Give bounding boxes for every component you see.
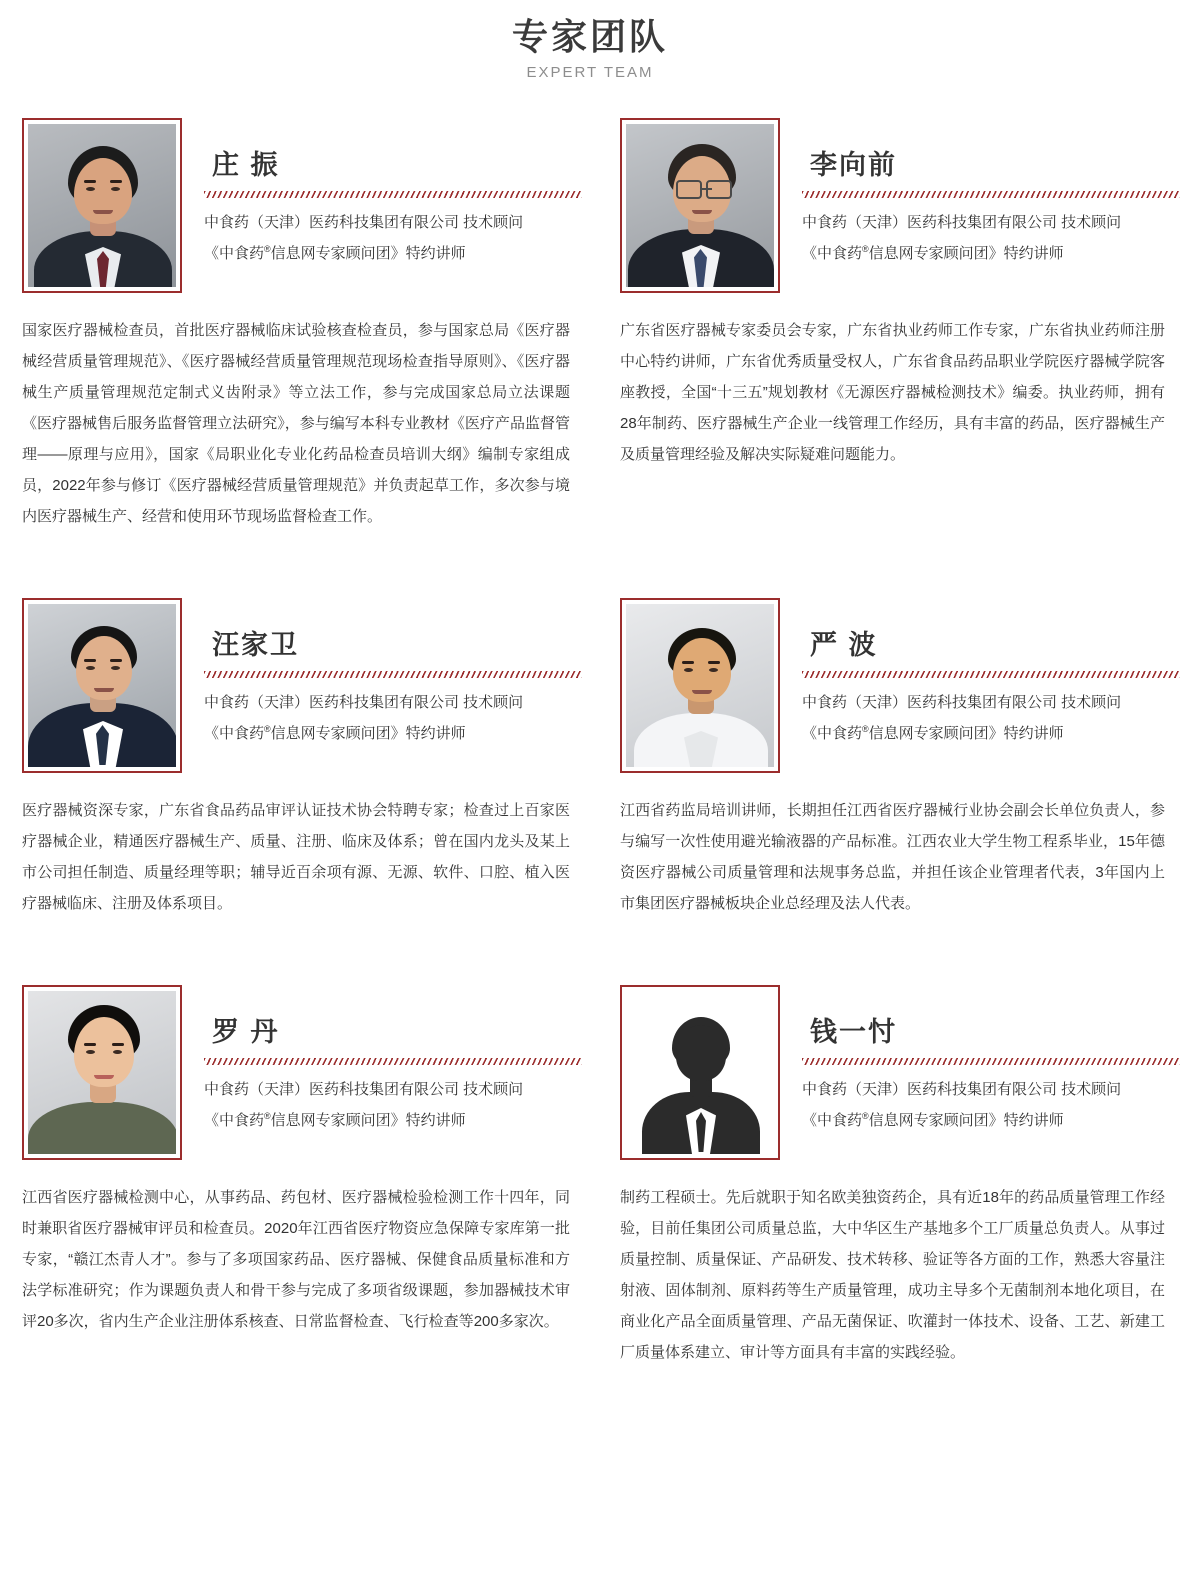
- expert-role-brand-prefix: 《中食药: [802, 725, 863, 742]
- expert-card-header: [22, 985, 582, 1160]
- registered-mark: ®: [862, 724, 869, 734]
- expert-info: [780, 985, 1180, 1134]
- expert-photo: [28, 604, 176, 767]
- expert-role-line-2: [204, 236, 582, 267]
- expert-info: [182, 985, 582, 1134]
- expert-name: 庄 振: [212, 150, 280, 180]
- expert-role-line-1: 中食药（天津）医药科技集团有限公司 技术顾问: [204, 214, 524, 231]
- expert-name: 钱一忖: [810, 1017, 897, 1047]
- expert-divider: [204, 671, 582, 678]
- expert-photo: [28, 991, 176, 1154]
- expert-photo-frame: [22, 118, 182, 293]
- expert-photo: [626, 604, 774, 767]
- expert-card-header: [620, 118, 1180, 293]
- expert-role-brand-prefix: 《中食药: [802, 1112, 863, 1129]
- expert-card: [620, 118, 1180, 532]
- expert-card: [22, 118, 582, 532]
- registered-mark: ®: [862, 244, 869, 254]
- expert-role-brand-suffix: 信息网专家顾问团》特约讲师: [868, 245, 1064, 262]
- expert-photo: [626, 991, 774, 1154]
- expert-role-brand-suffix: 信息网专家顾问团》特约讲师: [868, 725, 1064, 742]
- page-title: 专家团队: [511, 16, 668, 57]
- expert-grid: [0, 118, 1180, 1434]
- expert-photo-frame: [22, 985, 182, 1160]
- expert-info: [182, 598, 582, 747]
- expert-bio: 江西省医疗器械检测中心，从事药品、药包材、医疗器械检验检测工作十四年，同时兼职省医疗器械审评员和检查员。2020年江西省医疗物资应急保障专家库第一批专家，“赣江杰青人才”。参与了多项国家药品、医疗器械、保健食品质量标准和方法学标准研究；作为课题负责人和骨干参与完成了多项省级课题，参加器械技术审评20多次，省内生产企业注册体系核查、日常监督检查、飞行检查等200多家次。: [22, 1189, 570, 1330]
- page-header: [0, 0, 1180, 84]
- expert-name: 罗 丹: [212, 1017, 280, 1047]
- expert-card: [620, 985, 1180, 1368]
- registered-mark: ®: [264, 1111, 271, 1121]
- expert-bio: 医疗器械资深专家，广东省食品药品审评认证技术协会特聘专家；检查过上百家医疗器械企业，精通医疗器械生产、质量、注册、临床及体系；曾在国内龙头及某上市公司担任制造、质量经理等职；辅导近百余项有源、无源、软件、口腔、植入医疗器械临床、注册及体系项目。: [22, 802, 570, 912]
- expert-name: 汪家卫: [212, 630, 299, 660]
- expert-role-brand-prefix: 《中食药: [204, 1112, 265, 1129]
- expert-role-brand-prefix: 《中食药: [204, 725, 265, 742]
- registered-mark: ®: [264, 724, 271, 734]
- expert-info: [182, 118, 582, 267]
- expert-name: 严 波: [810, 630, 878, 660]
- expert-role-line-1: 中食药（天津）医药科技集团有限公司 技术顾问: [204, 1081, 524, 1098]
- expert-card: [620, 598, 1180, 919]
- expert-card-header: [22, 598, 582, 773]
- expert-role-line-1: 中食药（天津）医药科技集团有限公司 技术顾问: [802, 214, 1122, 231]
- expert-bio: 国家医疗器械检查员，首批医疗器械临床试验核查检查员，参与国家总局《医疗器械经营质量管理规范》、《医疗器械经营质量管理规范现场检查指导原则》、《医疗器械生产质量管理规范定制式义齿附录》等立法工作，参与完成国家总局立法课题《医疗器械售后服务监督管理立法研究》，参与编写本科专业教材《医疗产品监督管理——原理与应用》，国家《局职业化专业化药品检查员培训大纲》编制专家组成员，2022年参与修订《医疗器械经营质量管理规范》并负责起草工作，多次参与境内医疗器械生产、经营和使用环节现场监督检查工作。: [22, 322, 570, 525]
- expert-divider: [802, 1058, 1180, 1065]
- expert-role-line-2: [802, 716, 1180, 747]
- expert-role-brand-prefix: 《中食药: [204, 245, 265, 262]
- registered-mark: ®: [862, 1111, 869, 1121]
- expert-role-line-2: [802, 236, 1180, 267]
- expert-divider: [802, 191, 1180, 198]
- expert-card-header: [620, 598, 1180, 773]
- page-subtitle: EXPERT TEAM: [526, 64, 654, 81]
- expert-role-brand-prefix: 《中食药: [802, 245, 863, 262]
- expert-role-brand-suffix: 信息网专家顾问团》特约讲师: [270, 725, 466, 742]
- expert-role-brand-suffix: 信息网专家顾问团》特约讲师: [868, 1112, 1064, 1129]
- expert-photo-frame: [620, 598, 780, 773]
- expert-role-brand-suffix: 信息网专家顾问团》特约讲师: [270, 245, 466, 262]
- expert-info: [780, 598, 1180, 747]
- expert-info: [780, 118, 1180, 267]
- expert-divider: [204, 1058, 582, 1065]
- expert-card: [22, 598, 582, 919]
- expert-bio: 广东省医疗器械专家委员会专家，广东省执业药师工作专家，广东省执业药师注册中心特约讲师，广东省优秀质量受权人，广东省食品药品职业学院医疗器械学院客座教授，全国“十三五”规划教材《无源医疗器械检测技术》编委。执业药师，拥有28年制药、医疗器械生产企业一线管理工作经历，具有丰富的药品，医疗器械生产及质量管理经验及解决实际疑难问题能力。: [620, 322, 1165, 463]
- expert-photo-frame: [620, 118, 780, 293]
- expert-role-line-1: 中食药（天津）医药科技集团有限公司 技术顾问: [802, 1081, 1122, 1098]
- expert-divider: [204, 191, 582, 198]
- expert-card: [22, 985, 582, 1368]
- expert-role-brand-suffix: 信息网专家顾问团》特约讲师: [270, 1112, 466, 1129]
- expert-bio: 制药工程硕士。先后就职于知名欧美独资药企，具有近18年的药品质量管理工作经验，目前任集团公司质量总监，大中华区生产基地多个工厂质量总负责人。从事过质量控制、质量保证、产品研发、技术转移、验证等各方面的工作，熟悉大容量注射液、固体制剂、原料药等生产质量管理，成功主导多个无菌制剂本地化项目，在商业化产品全面质量管理、产品无菌保证、吹灌封一体技术、设备、工艺、新建工厂质量体系建立、审计等方面具有丰富的实践经验。: [620, 1189, 1165, 1361]
- expert-role-line-2: [802, 1103, 1180, 1134]
- expert-name: 李向前: [810, 150, 897, 180]
- expert-role-line-2: [204, 716, 582, 747]
- expert-divider: [802, 671, 1180, 678]
- expert-photo: [626, 124, 774, 287]
- expert-photo: [28, 124, 176, 287]
- expert-photo-frame: [620, 985, 780, 1160]
- expert-role-line-1: 中食药（天津）医药科技集团有限公司 技术顾问: [204, 694, 524, 711]
- expert-card-header: [22, 118, 582, 293]
- expert-role-line-1: 中食药（天津）医药科技集团有限公司 技术顾问: [802, 694, 1122, 711]
- expert-photo-frame: [22, 598, 182, 773]
- registered-mark: ®: [264, 244, 271, 254]
- expert-card-header: [620, 985, 1180, 1160]
- expert-bio: 江西省药监局培训讲师，长期担任江西省医疗器械行业协会副会长单位负责人，参与编写一次性使用避光输液器的产品标准。江西农业大学生物工程系毕业，15年德资医疗器械公司质量管理和法规事务总监，并担任该企业管理者代表，3年国内上市集团医疗器械板块企业总经理及法人代表。: [620, 802, 1165, 912]
- expert-role-line-2: [204, 1103, 582, 1134]
